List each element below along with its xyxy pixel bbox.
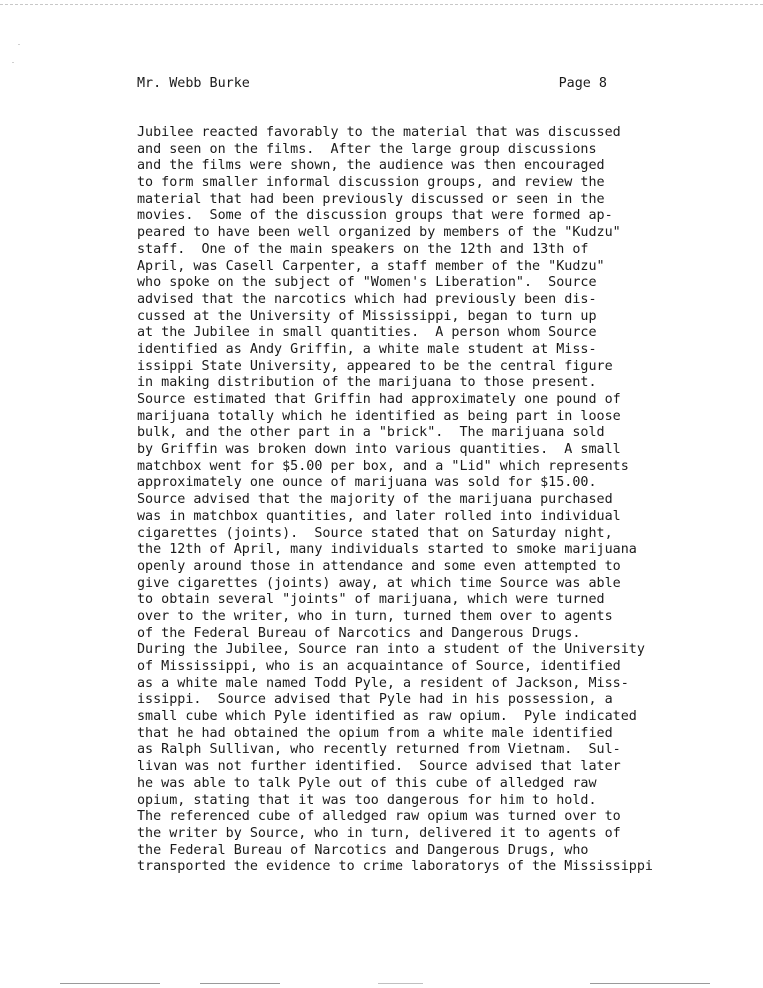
bottom-scan-marks bbox=[0, 983, 763, 988]
body-line: cussed at the University of Mississippi, began to turn up bbox=[137, 308, 597, 324]
body-line: who spoke on the subject of "Women's Liberation". Source bbox=[137, 275, 597, 291]
body-line: Jubilee reacted favorably to the material that was discussed bbox=[137, 125, 621, 140]
scan-mark bbox=[590, 983, 710, 984]
page-number: Page 8 bbox=[558, 76, 607, 91]
body-line: at the Jubilee in small quantities. A person whom Source bbox=[137, 325, 597, 341]
body-line: approximately one ounce of marijuana was sold for $15.00. bbox=[137, 475, 597, 491]
body-line: transported the evidence to crime laboratorys of the Mississippi bbox=[137, 859, 653, 875]
body-line: openly around those in attendance and some even attempted to bbox=[137, 558, 621, 574]
scan-mark bbox=[378, 983, 423, 984]
margin-speck bbox=[12, 62, 14, 63]
body-line: by Griffin was broken down into various quantities. A small bbox=[137, 442, 621, 458]
letter-body bbox=[137, 125, 737, 876]
body-line: livan was not further identified. Source advised that later bbox=[137, 759, 621, 775]
body-line: cigarettes (joints). Source stated that on Saturday night, bbox=[137, 525, 613, 541]
body-line: in making distribution of the marijuana to those present. bbox=[137, 375, 597, 391]
body-line: bulk, and the other part in a "brick". The marijuana sold bbox=[137, 425, 605, 441]
scan-mark bbox=[60, 983, 160, 984]
body-line: issippi State University, appeared to be the central figure bbox=[137, 358, 613, 374]
body-line: April, was Casell Carpenter, a staff member of the "Kudzu" bbox=[137, 258, 605, 274]
body-line: to obtain several "joints" of marijuana, which were turned bbox=[137, 592, 605, 608]
page-header bbox=[137, 75, 607, 93]
body-line: over to the writer, who in turn, turned them over to agents bbox=[137, 608, 613, 624]
body-line: material that had been previously discussed or seen in the bbox=[137, 191, 605, 207]
body-line: movies. Some of the discussion groups that were formed ap- bbox=[137, 208, 613, 224]
body-line: matchbox went for $5.00 per box, and a "Lid" which represents bbox=[137, 458, 629, 474]
body-line: that he had obtained the opium from a white male identified bbox=[137, 725, 613, 741]
body-line: to form smaller informal discussion groups, and review the bbox=[137, 175, 605, 191]
body-line: identified as Andy Griffin, a white male student at Miss- bbox=[137, 341, 597, 357]
body-line: peared to have been well organized by members of the "Kudzu" bbox=[137, 225, 621, 241]
body-line: small cube which Pyle identified as raw opium. Pyle indicated bbox=[137, 709, 637, 725]
body-line: issippi. Source advised that Pyle had in his possession, a bbox=[137, 692, 613, 708]
body-line: of the Federal Bureau of Narcotics and Dangerous Drugs. bbox=[137, 625, 581, 641]
body-line: give cigarettes (joints) away, at which time Source was able bbox=[137, 575, 621, 591]
body-line: the Federal Bureau of Narcotics and Dangerous Drugs, who bbox=[137, 842, 589, 858]
scan-mark bbox=[200, 983, 280, 984]
body-line: as Ralph Sullivan, who recently returned from Vietnam. Sul- bbox=[137, 742, 621, 758]
body-line: During the Jubilee, Source ran into a student of the University bbox=[137, 642, 645, 658]
body-line: advised that the narcotics which had previously been dis- bbox=[137, 291, 597, 307]
body-line: staff. One of the main speakers on the 12th and 13th of bbox=[137, 241, 589, 257]
body-line: the writer by Source, who in turn, delivered it to agents of bbox=[137, 825, 621, 841]
body-line: as a white male named Todd Pyle, a resident of Jackson, Miss- bbox=[137, 675, 629, 691]
body-line: and seen on the films. After the large group discussions bbox=[137, 141, 597, 157]
body-line: the 12th of April, many individuals started to smoke marijuana bbox=[137, 542, 637, 558]
body-line: Source estimated that Griffin had approximately one pound of bbox=[137, 392, 621, 407]
top-edge-rule bbox=[0, 4, 763, 5]
body-line: and the films were shown, the audience was then encouraged bbox=[137, 158, 605, 174]
body-line: was in matchbox quantities, and later rolled into individual bbox=[137, 508, 621, 524]
body-line: The referenced cube of alledged raw opium was turned over to bbox=[137, 809, 621, 825]
body-line: opium, stating that it was too dangerous for him to hold. bbox=[137, 792, 597, 808]
body-line: marijuana totally which he identified as being part in loose bbox=[137, 408, 621, 424]
body-line: he was able to talk Pyle out of this cube of alledged raw bbox=[137, 775, 597, 791]
recipient-name: Mr. Webb Burke bbox=[137, 76, 250, 91]
body-line: Source advised that the majority of the marijuana purchased bbox=[137, 492, 613, 508]
margin-speck bbox=[18, 44, 20, 45]
body-line: of Mississippi, who is an acquaintance of Source, identified bbox=[137, 659, 621, 674]
